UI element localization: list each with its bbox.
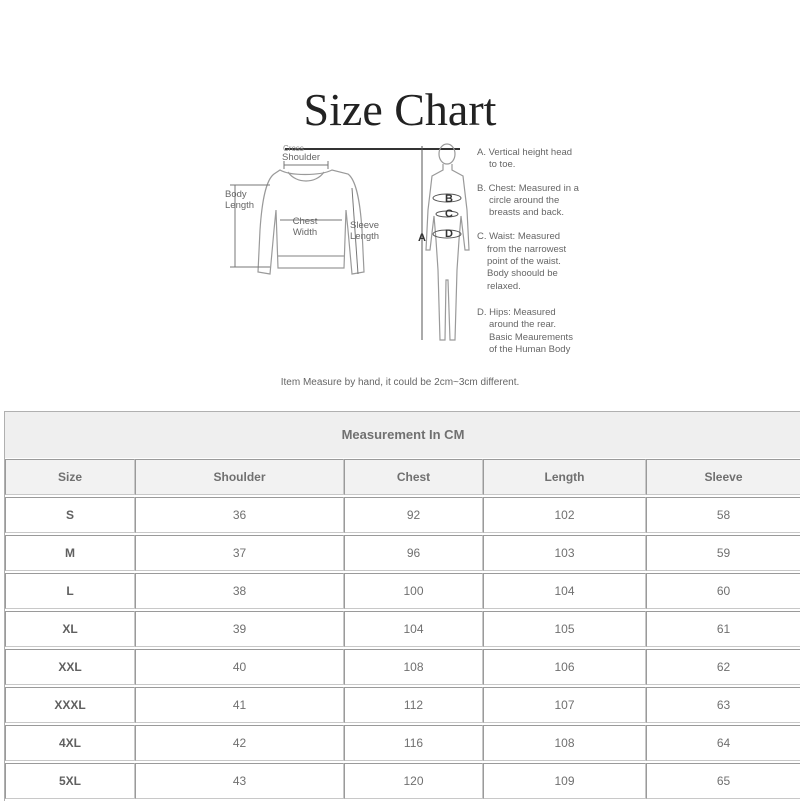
table-cell-chest: 116	[344, 725, 483, 761]
shoulder-label: Shoulder	[282, 152, 321, 163]
table-cell-shoulder: 38	[135, 573, 344, 609]
page-title: Size Chart	[303, 84, 497, 135]
size-table	[4, 411, 800, 801]
letter-d: D	[445, 228, 453, 240]
table-cell-chest: 92	[344, 497, 483, 533]
letter-a: A	[418, 232, 426, 244]
note-b: B. Chest: Measured in a circle around the breasts and back.	[477, 182, 579, 219]
table-cell-chest: 120	[344, 763, 483, 799]
size-cell: XL	[5, 611, 135, 647]
column-header-length: Length	[483, 459, 646, 495]
cross-label: Cross	[283, 144, 304, 153]
table-cell-sleeve: 62	[646, 649, 800, 685]
table-cell-length: 103	[483, 535, 646, 571]
size-cell: L	[5, 573, 135, 609]
table-cell-chest: 100	[344, 573, 483, 609]
table-caption: Measurement In CM	[5, 412, 800, 458]
table-cell-sleeve: 64	[646, 725, 800, 761]
column-header-chest: Chest	[344, 459, 483, 495]
note-a: A. Vertical height head to toe.	[477, 147, 573, 171]
letter-c: C	[445, 208, 453, 220]
size-cell: XXL	[5, 649, 135, 685]
table-cell-length: 108	[483, 725, 646, 761]
measure-disclaimer: Item Measure by hand, it could be 2cm~3cm different.	[280, 377, 520, 388]
body-length-label: Body Length	[225, 189, 255, 211]
size-cell: 4XL	[5, 725, 135, 761]
table-cell-shoulder: 43	[135, 763, 344, 799]
table-cell-sleeve: 60	[646, 573, 800, 609]
table-cell-sleeve: 65	[646, 763, 800, 799]
size-cell: 5XL	[5, 763, 135, 799]
table-cell-length: 107	[483, 687, 646, 723]
table-cell-shoulder: 37	[135, 535, 344, 571]
table-cell-sleeve: 61	[646, 611, 800, 647]
note-c: C. Waist: Measured from the narrowest point of the waist. Body shoould be relaxed.	[477, 231, 567, 292]
letter-b: B	[445, 193, 453, 205]
table-cell-chest: 112	[344, 687, 483, 723]
chest-width-label: Chest Width	[292, 216, 318, 238]
size-cell: S	[5, 497, 135, 533]
table-cell-length: 106	[483, 649, 646, 685]
body-measurement-figure	[410, 140, 485, 360]
table-cell-shoulder: 40	[135, 649, 344, 685]
measurement-notes	[477, 147, 597, 368]
table-cell-sleeve: 63	[646, 687, 800, 723]
table-cell-shoulder: 42	[135, 725, 344, 761]
column-header-sleeve: Sleeve	[646, 459, 800, 495]
table-cell-length: 102	[483, 497, 646, 533]
table-cell-chest: 96	[344, 535, 483, 571]
table-cell-length: 104	[483, 573, 646, 609]
table-cell-shoulder: 39	[135, 611, 344, 647]
table-cell-length: 105	[483, 611, 646, 647]
column-header-shoulder: Shoulder	[135, 459, 344, 495]
sleeve-length-label: Sleeve Length	[350, 220, 380, 242]
table-cell-shoulder: 36	[135, 497, 344, 533]
table-cell-sleeve: 58	[646, 497, 800, 533]
table-cell-chest: 108	[344, 649, 483, 685]
table-cell-shoulder: 41	[135, 687, 344, 723]
size-cell: XXXL	[5, 687, 135, 723]
note-d: D. Hips: Measured around the rear. Basic Meaurements of the Human Body	[477, 306, 573, 355]
table-cell-chest: 104	[344, 611, 483, 647]
size-cell: M	[5, 535, 135, 571]
column-header-size: Size	[5, 459, 135, 495]
table-cell-sleeve: 59	[646, 535, 800, 571]
table-cell-length: 109	[483, 763, 646, 799]
